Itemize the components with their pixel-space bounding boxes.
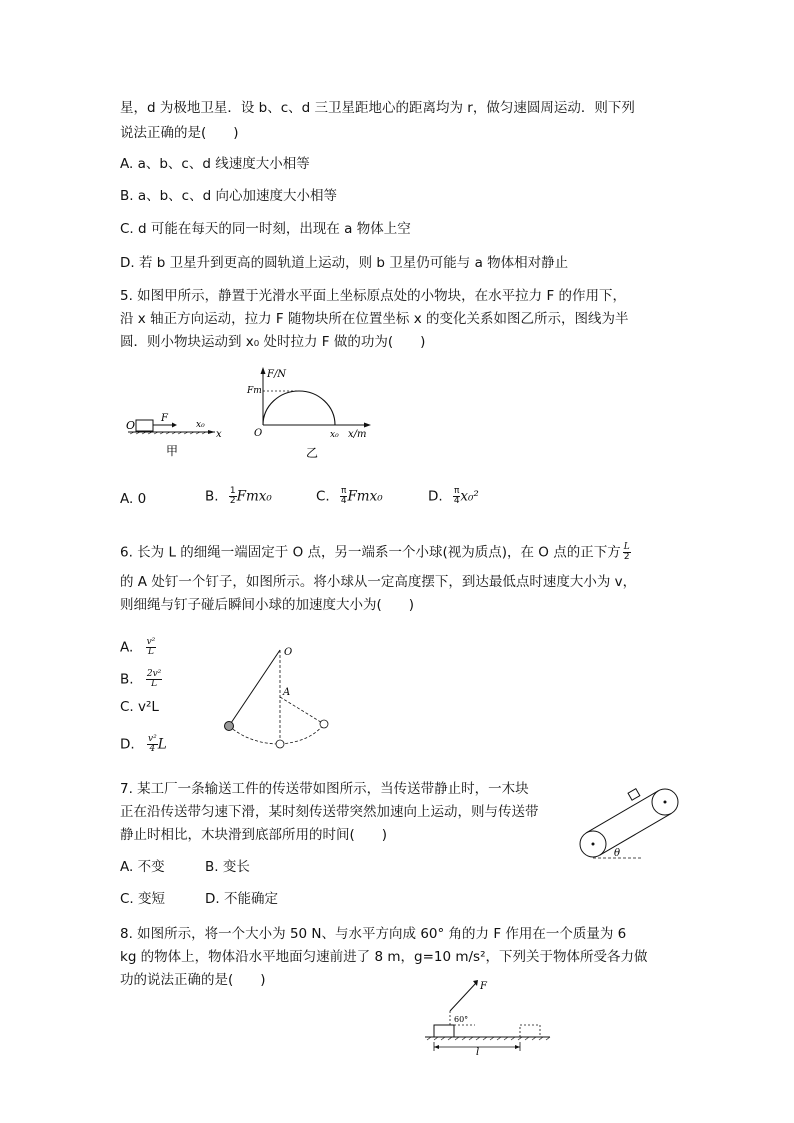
q8-block-start bbox=[434, 1025, 454, 1037]
q6-ball bbox=[225, 722, 234, 731]
q5-option-a: A. 0 bbox=[120, 491, 147, 507]
q5-jia-x-label: x bbox=[216, 429, 222, 440]
q5-yi-caption: 乙 bbox=[306, 446, 319, 460]
q7-stem-line2: 正在沿传送带匀速下滑，某时刻传送带突然加速向上运动，则与传送带 bbox=[120, 804, 539, 820]
q5-jia-caption: 甲 bbox=[166, 444, 179, 458]
q5-option-d: D. $\frac{\pi}{4}$ x₀² bbox=[428, 486, 479, 506]
q6-a-label: A bbox=[283, 687, 291, 698]
q5-yi-y-label: F/N bbox=[267, 369, 287, 380]
q7-stem-line1: 7. 某工厂一条输送工件的传送带如图所示，当传送带静止时，一木块 bbox=[120, 781, 529, 797]
q6-option-b: B. $\frac{\text{2v²}}{L}$ bbox=[120, 669, 162, 689]
q6-arc-right bbox=[280, 724, 324, 744]
q6-o-label: O bbox=[284, 647, 293, 658]
q4-stem-line2: 说法正确的是( ) bbox=[120, 125, 239, 141]
q7-theta-label: θ bbox=[614, 848, 621, 859]
q4-option-c: C. d 可能在每天的同一时刻，出现在 a 物体上空 bbox=[120, 221, 411, 237]
q7-wooden-block bbox=[628, 789, 640, 800]
q7-option-a: A. 不变 bbox=[120, 859, 165, 875]
q6-option-c: C. v²L bbox=[120, 699, 159, 715]
q6-stem-line3: 则细绳与钉子碰后瞬间小球的加速度大小为( ) bbox=[120, 597, 415, 613]
q6-arc-left bbox=[229, 726, 280, 744]
q7-option-b: B. 变长 bbox=[205, 859, 250, 875]
q6-option-a: A. $\frac{\text{v²}}{L}$ bbox=[120, 637, 156, 657]
q6-stem-line1: 6. 长为 L 的细绳一端固定于 O 点，另一端系一个小球(视为质点)，在 O 点的正下方 $\frac{L}{2}$ bbox=[120, 542, 630, 562]
q5-option-c: C. $\frac{\pi}{4}$ Fmx₀ bbox=[316, 486, 383, 506]
q5-stem-line2: 沿 x 轴正方向运动，拉力 F 随物块所在位置坐标 x 的变化关系如图乙所示，图线为半 bbox=[120, 311, 629, 327]
q8-block-end bbox=[520, 1025, 540, 1037]
q5-stem-line1: 5. 如图甲所示，静置于光滑水平面上坐标原点处的小物块，在水平拉力 F 的作用下， bbox=[120, 288, 627, 304]
q5-stem-line3: 圆．则小物块运动到 x₀ 处时拉力 F 做的功为( ) bbox=[120, 334, 426, 350]
q5-jia-force-label: F bbox=[161, 413, 168, 424]
q8-angle-label: 60° bbox=[454, 1015, 469, 1024]
q6-string bbox=[229, 650, 280, 726]
q5-jia-block bbox=[136, 420, 153, 431]
q4-option-a: A. a、b、c、d 线速度大小相等 bbox=[120, 156, 310, 172]
q7-option-c: C. 变短 bbox=[120, 891, 166, 907]
q8-force-label: F bbox=[480, 981, 487, 992]
q5-yi-semicircle bbox=[263, 391, 335, 425]
q8-force-figure bbox=[420, 975, 560, 1055]
q5-yi-fm-label: Fm bbox=[247, 386, 262, 396]
q7-option-d: D. 不能确定 bbox=[205, 891, 278, 907]
q7-stem-line3: 静止时相比，木块滑到底部所用的时间( ) bbox=[120, 827, 388, 843]
q7-conveyor-figure bbox=[570, 778, 690, 868]
q7-belt-bottom bbox=[600, 813, 672, 855]
q5-jia-origin-label: O bbox=[126, 419, 136, 432]
q5-jia-x0-label: x₀ bbox=[196, 420, 205, 430]
q5-yi-x-label: x/m bbox=[348, 429, 367, 440]
q8-force-arrow bbox=[450, 983, 476, 1011]
q7-belt-top bbox=[587, 791, 659, 833]
q8-stem-line3: 功的说法正确的是( ) bbox=[120, 972, 266, 988]
q5-figure-yi bbox=[240, 365, 375, 465]
q4-stem-line1: 星，d 为极地卫星．设 b、c、d 三卫星距地心的距离均为 r，做匀速圆周运动．则下列 bbox=[120, 100, 635, 116]
q6-nail-dash bbox=[280, 697, 324, 724]
q6-ball-bottom bbox=[276, 740, 284, 748]
q6-pendulum-figure bbox=[220, 640, 340, 755]
q4-option-d: D. 若 b 卫星升到更高的圆轨道上运动，则 b 卫星仍可能与 a 物体相对静止 bbox=[120, 255, 569, 271]
q8-stem-line2: kg 的物体上，物体沿水平地面匀速前进了 8 m，g=10 m/s²，下列关于物体所受各力做 bbox=[120, 949, 648, 965]
q5-yi-origin-label: O bbox=[254, 428, 263, 439]
q6-stem-line2: 的 A 处钉一个钉子，如图所示。将小球从一定高度摆下，到达最低点时速度大小为 v， bbox=[120, 574, 637, 590]
q5-figure-jia bbox=[120, 405, 230, 460]
q4-option-b: B. a、b、c、d 向心加速度大小相等 bbox=[120, 188, 337, 204]
q8-stem-line1: 8. 如图所示，将一个大小为 50 N、与水平方向成 60° 角的力 F 作用在一个质量为 6 bbox=[120, 926, 627, 942]
q8-distance-label: l bbox=[476, 1047, 480, 1055]
q5-option-b: B. $\frac{1}{2}$ Fmx₀ bbox=[205, 486, 272, 506]
q6-ball-right bbox=[320, 720, 328, 728]
q5-yi-x0-label: x₀ bbox=[330, 430, 339, 440]
q6-option-d: D. $\frac{\text{v²}}{4}$ L bbox=[120, 734, 167, 754]
